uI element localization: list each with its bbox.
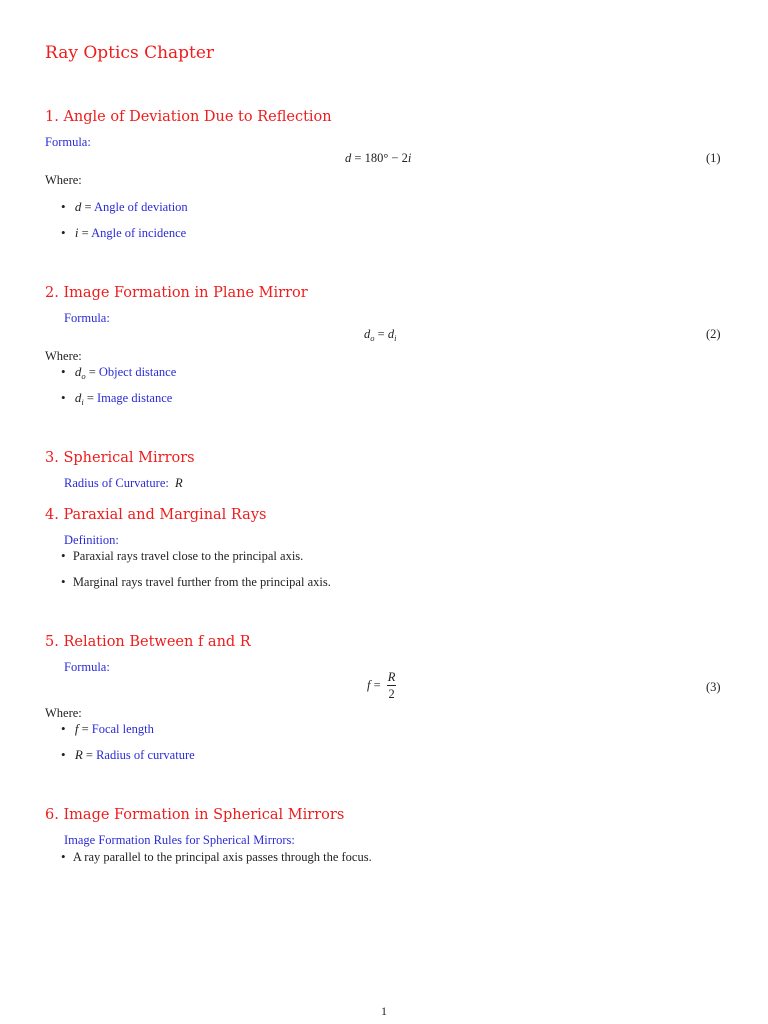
list-item [61, 849, 372, 865]
section-2-heading: 2. Image Formation in Plane Mirror [45, 285, 308, 301]
section-1-where-label: Where: [45, 173, 82, 187]
item-description: Angle of incidence [91, 226, 187, 240]
section-1-heading: 1. Angle of Deviation Due to Reflection [45, 109, 332, 125]
list-item [61, 721, 154, 737]
section-6-rules-label: Image Formation Rules for Spherical Mirrors: [64, 833, 295, 847]
bullet-icon: • [61, 574, 66, 589]
section-5-where-label: Where: [45, 706, 82, 720]
eq1-rhs-var: i [407, 151, 412, 165]
equation-number-2: (2) [706, 327, 721, 341]
section-5-formula-label: Formula: [64, 660, 110, 674]
eq2-op: = [374, 327, 388, 341]
list-item [61, 390, 172, 407]
list-item [61, 225, 186, 241]
item-text: Paraxial rays travel close to the principal axis. [72, 549, 304, 563]
item-text: Marginal rays travel further from the principal axis. [72, 575, 331, 589]
section-3-heading: 3. Spherical Mirrors [45, 450, 195, 466]
eq2-lhs-sub: o [370, 333, 375, 343]
list-item [61, 548, 303, 564]
item-symbol: R [74, 747, 83, 762]
item-symbol: d [74, 199, 82, 214]
item-description: Image distance [97, 391, 173, 405]
eq3-numerator: R [387, 670, 396, 684]
document-title: Ray Optics Chapter [45, 43, 215, 63]
bullet-icon: • [61, 199, 66, 214]
eq3-lhs: f [367, 678, 371, 692]
section-5-heading: 5. Relation Between f and R [45, 634, 251, 650]
section-5-equation [367, 671, 396, 700]
item-description: Focal length [91, 722, 154, 736]
item-symbol-sub: o [81, 371, 86, 381]
item-text: A ray parallel to the principal axis passes through the focus. [72, 850, 372, 864]
section-4-definition-label: Definition: [64, 533, 119, 547]
list-item [61, 747, 195, 763]
equation-number-3: (3) [706, 680, 721, 694]
eq1-lhs: d [345, 151, 352, 165]
eq2-lhs: d [364, 327, 371, 341]
section-6-heading: 6. Image Formation in Spherical Mirrors [45, 807, 345, 823]
radius-symbol: R [174, 476, 183, 490]
bullet-icon: • [61, 364, 66, 379]
item-symbol: i [74, 225, 79, 240]
bullet-icon: • [61, 225, 66, 240]
item-symbol: f [74, 721, 79, 736]
bullet-icon: • [61, 747, 66, 762]
item-equals: = [81, 200, 94, 214]
item-equals: = [78, 722, 92, 736]
list-item [61, 199, 188, 215]
bullet-icon: • [61, 548, 66, 563]
bullet-icon: • [61, 849, 66, 864]
bullet-icon: • [61, 390, 66, 405]
item-symbol-sub: i [81, 397, 84, 407]
item-symbol: d [74, 364, 82, 379]
eq3-op: = [370, 678, 384, 692]
item-symbol: d [74, 390, 82, 405]
list-item [61, 364, 176, 381]
radius-label: Radius of Curvature: [64, 476, 169, 490]
section-1-formula-label: Formula: [45, 135, 91, 149]
list-item [61, 574, 331, 590]
item-equals: = [83, 391, 97, 405]
item-equals: = [85, 365, 99, 379]
eq2-rhs: d [387, 327, 395, 341]
eq2-rhs-sub: i [394, 333, 397, 343]
eq3-fraction [387, 671, 397, 700]
item-description: Object distance [98, 365, 177, 379]
bullet-icon: • [61, 721, 66, 736]
eq1-rhs-text: 180° − 2 [364, 151, 408, 165]
section-2-equation [364, 327, 396, 343]
section-4-heading: 4. Paraxial and Marginal Rays [45, 507, 267, 523]
item-description: Angle of deviation [93, 200, 188, 214]
section-2-where-label: Where: [45, 349, 82, 363]
equation-number-1: (1) [706, 151, 721, 165]
item-equals: = [82, 748, 97, 762]
eq1-op: = [351, 151, 365, 165]
page-number: 1 [381, 1004, 387, 1018]
section-3-label [64, 476, 183, 491]
section-1-equation [345, 151, 411, 166]
item-equals: = [78, 226, 92, 240]
item-description: Radius of curvature [96, 748, 195, 762]
section-2-formula-label: Formula: [64, 311, 110, 325]
eq3-denominator: 2 [388, 686, 395, 701]
